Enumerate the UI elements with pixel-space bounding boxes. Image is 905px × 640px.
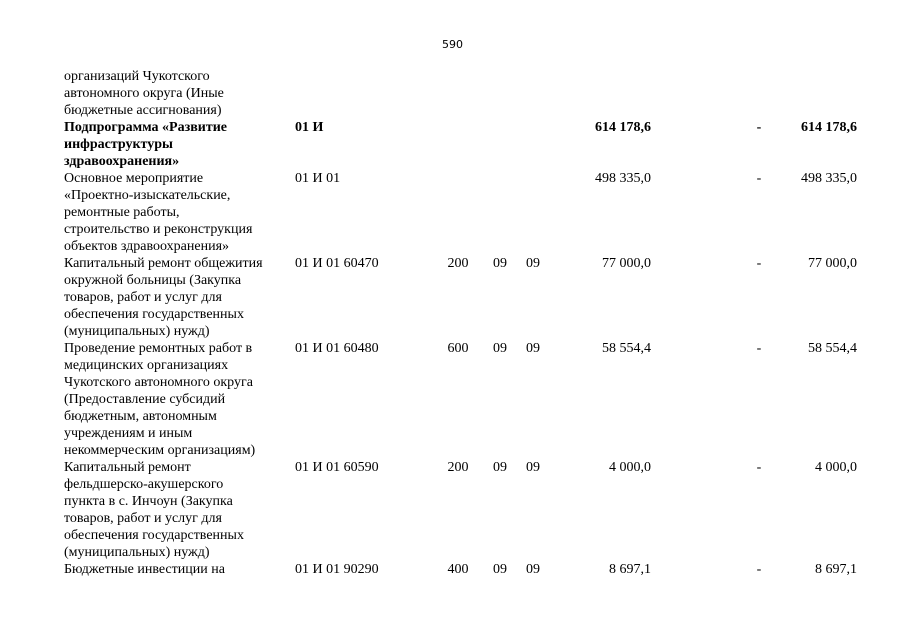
total-amount-cell: 498 335,0: [801, 171, 857, 186]
item-name-cell: [64, 68, 294, 119]
budget-code-cell: 01 И 01: [295, 171, 341, 186]
amount-cell: 77 000,0: [602, 256, 651, 271]
item-name-cell: [64, 340, 294, 459]
expense-type-cell: 400: [447, 562, 469, 577]
item-name-line: строительство и реконструкция: [64, 222, 253, 237]
budget-code-cell: 01 И: [295, 120, 324, 135]
amount-cell: 4 000,0: [609, 460, 651, 475]
item-name-line: учреждениям и иным: [64, 426, 193, 441]
item-name-line: (муниципальных) нужд): [64, 545, 210, 560]
item-name-line: пункта в с. Инчоун (Закупка: [64, 494, 233, 509]
item-name-line: организаций Чукотского: [64, 69, 210, 84]
item-name-line: товаров, работ и услуг для: [64, 511, 222, 526]
item-name-line: обеспечения государственных: [64, 528, 244, 543]
expense-type-cell: 600: [447, 341, 469, 356]
section-cell: 09: [493, 460, 507, 475]
section-cell: 09: [493, 562, 507, 577]
amount-cell: 614 178,6: [595, 120, 651, 135]
change-cell: -: [756, 460, 762, 475]
item-name-cell: [64, 170, 294, 255]
item-name-line: (Предоставление субсидий: [64, 392, 226, 407]
section-cell: 09: [493, 341, 507, 356]
table-row: [64, 459, 864, 561]
budget-code-cell: 01 И 01 60480: [295, 341, 379, 356]
section-cell: 09: [493, 256, 507, 271]
total-amount-cell: 4 000,0: [815, 460, 857, 475]
item-name-line: Проведение ремонтных работ в: [64, 341, 253, 356]
subsection-cell: 09: [526, 460, 540, 475]
item-name-line: некоммерческим организациям): [64, 443, 256, 458]
table-row: [64, 255, 864, 340]
item-name-line: фельдшерско-акушерского: [64, 477, 224, 492]
item-name-line: товаров, работ и услуг для: [64, 290, 222, 305]
item-name-line: Бюджетные инвестиции на: [64, 562, 225, 577]
expense-type-cell: 200: [447, 256, 469, 271]
table-row: [64, 170, 864, 255]
subsection-cell: 09: [526, 562, 540, 577]
item-name-line: Основное мероприятие: [64, 171, 204, 186]
table-row: [64, 119, 864, 170]
item-name-cell: [64, 561, 294, 578]
budget-code-cell: 01 И 01 60470: [295, 256, 379, 271]
item-name-line: Подпрограмма «Развитие: [64, 120, 228, 135]
item-name-cell: [64, 119, 294, 170]
budget-code-cell: 01 И 01 60590: [295, 460, 379, 475]
item-name-line: обеспечения государственных: [64, 307, 244, 322]
subsection-cell: 09: [526, 341, 540, 356]
budget-code-cell: 01 И 01 90290: [295, 562, 379, 577]
item-name-line: инфраструктуры: [64, 137, 173, 152]
change-cell: -: [756, 171, 762, 186]
item-name-line: (муниципальных) нужд): [64, 324, 210, 339]
table-row: [64, 340, 864, 459]
item-name-line: здравоохранения»: [64, 154, 180, 169]
item-name-line: автономного округа (Иные: [64, 86, 224, 101]
item-name-line: бюджетные ассигнования): [64, 103, 222, 118]
total-amount-cell: 77 000,0: [808, 256, 857, 271]
item-name-cell: [64, 255, 294, 340]
item-name-line: Капитальный ремонт общежития: [64, 256, 263, 271]
item-name-line: Чукотского автономного округа: [64, 375, 253, 390]
table-row: [64, 68, 864, 119]
change-cell: -: [756, 256, 762, 271]
subsection-cell: 09: [526, 256, 540, 271]
item-name-line: медицинских организациях: [64, 358, 229, 373]
change-cell: -: [756, 120, 762, 135]
page-number: 590: [442, 38, 463, 51]
expense-type-cell: 200: [447, 460, 469, 475]
amount-cell: 8 697,1: [609, 562, 651, 577]
item-name-line: ремонтные работы,: [64, 205, 180, 220]
item-name-line: бюджетным, автономным: [64, 409, 217, 424]
item-name-line: «Проектно-изыскательские,: [64, 188, 231, 203]
item-name-line: объектов здравоохранения»: [64, 239, 230, 254]
change-cell: -: [756, 562, 762, 577]
item-name-line: окружной больницы (Закупка: [64, 273, 242, 288]
total-amount-cell: 614 178,6: [801, 120, 857, 135]
change-cell: -: [756, 341, 762, 356]
table-row: [64, 561, 864, 578]
item-name-cell: [64, 459, 294, 561]
amount-cell: 58 554,4: [602, 341, 651, 356]
total-amount-cell: 58 554,4: [808, 341, 857, 356]
total-amount-cell: 8 697,1: [815, 562, 857, 577]
budget-table: [64, 68, 864, 578]
amount-cell: 498 335,0: [595, 171, 651, 186]
item-name-line: Капитальный ремонт: [64, 460, 191, 475]
